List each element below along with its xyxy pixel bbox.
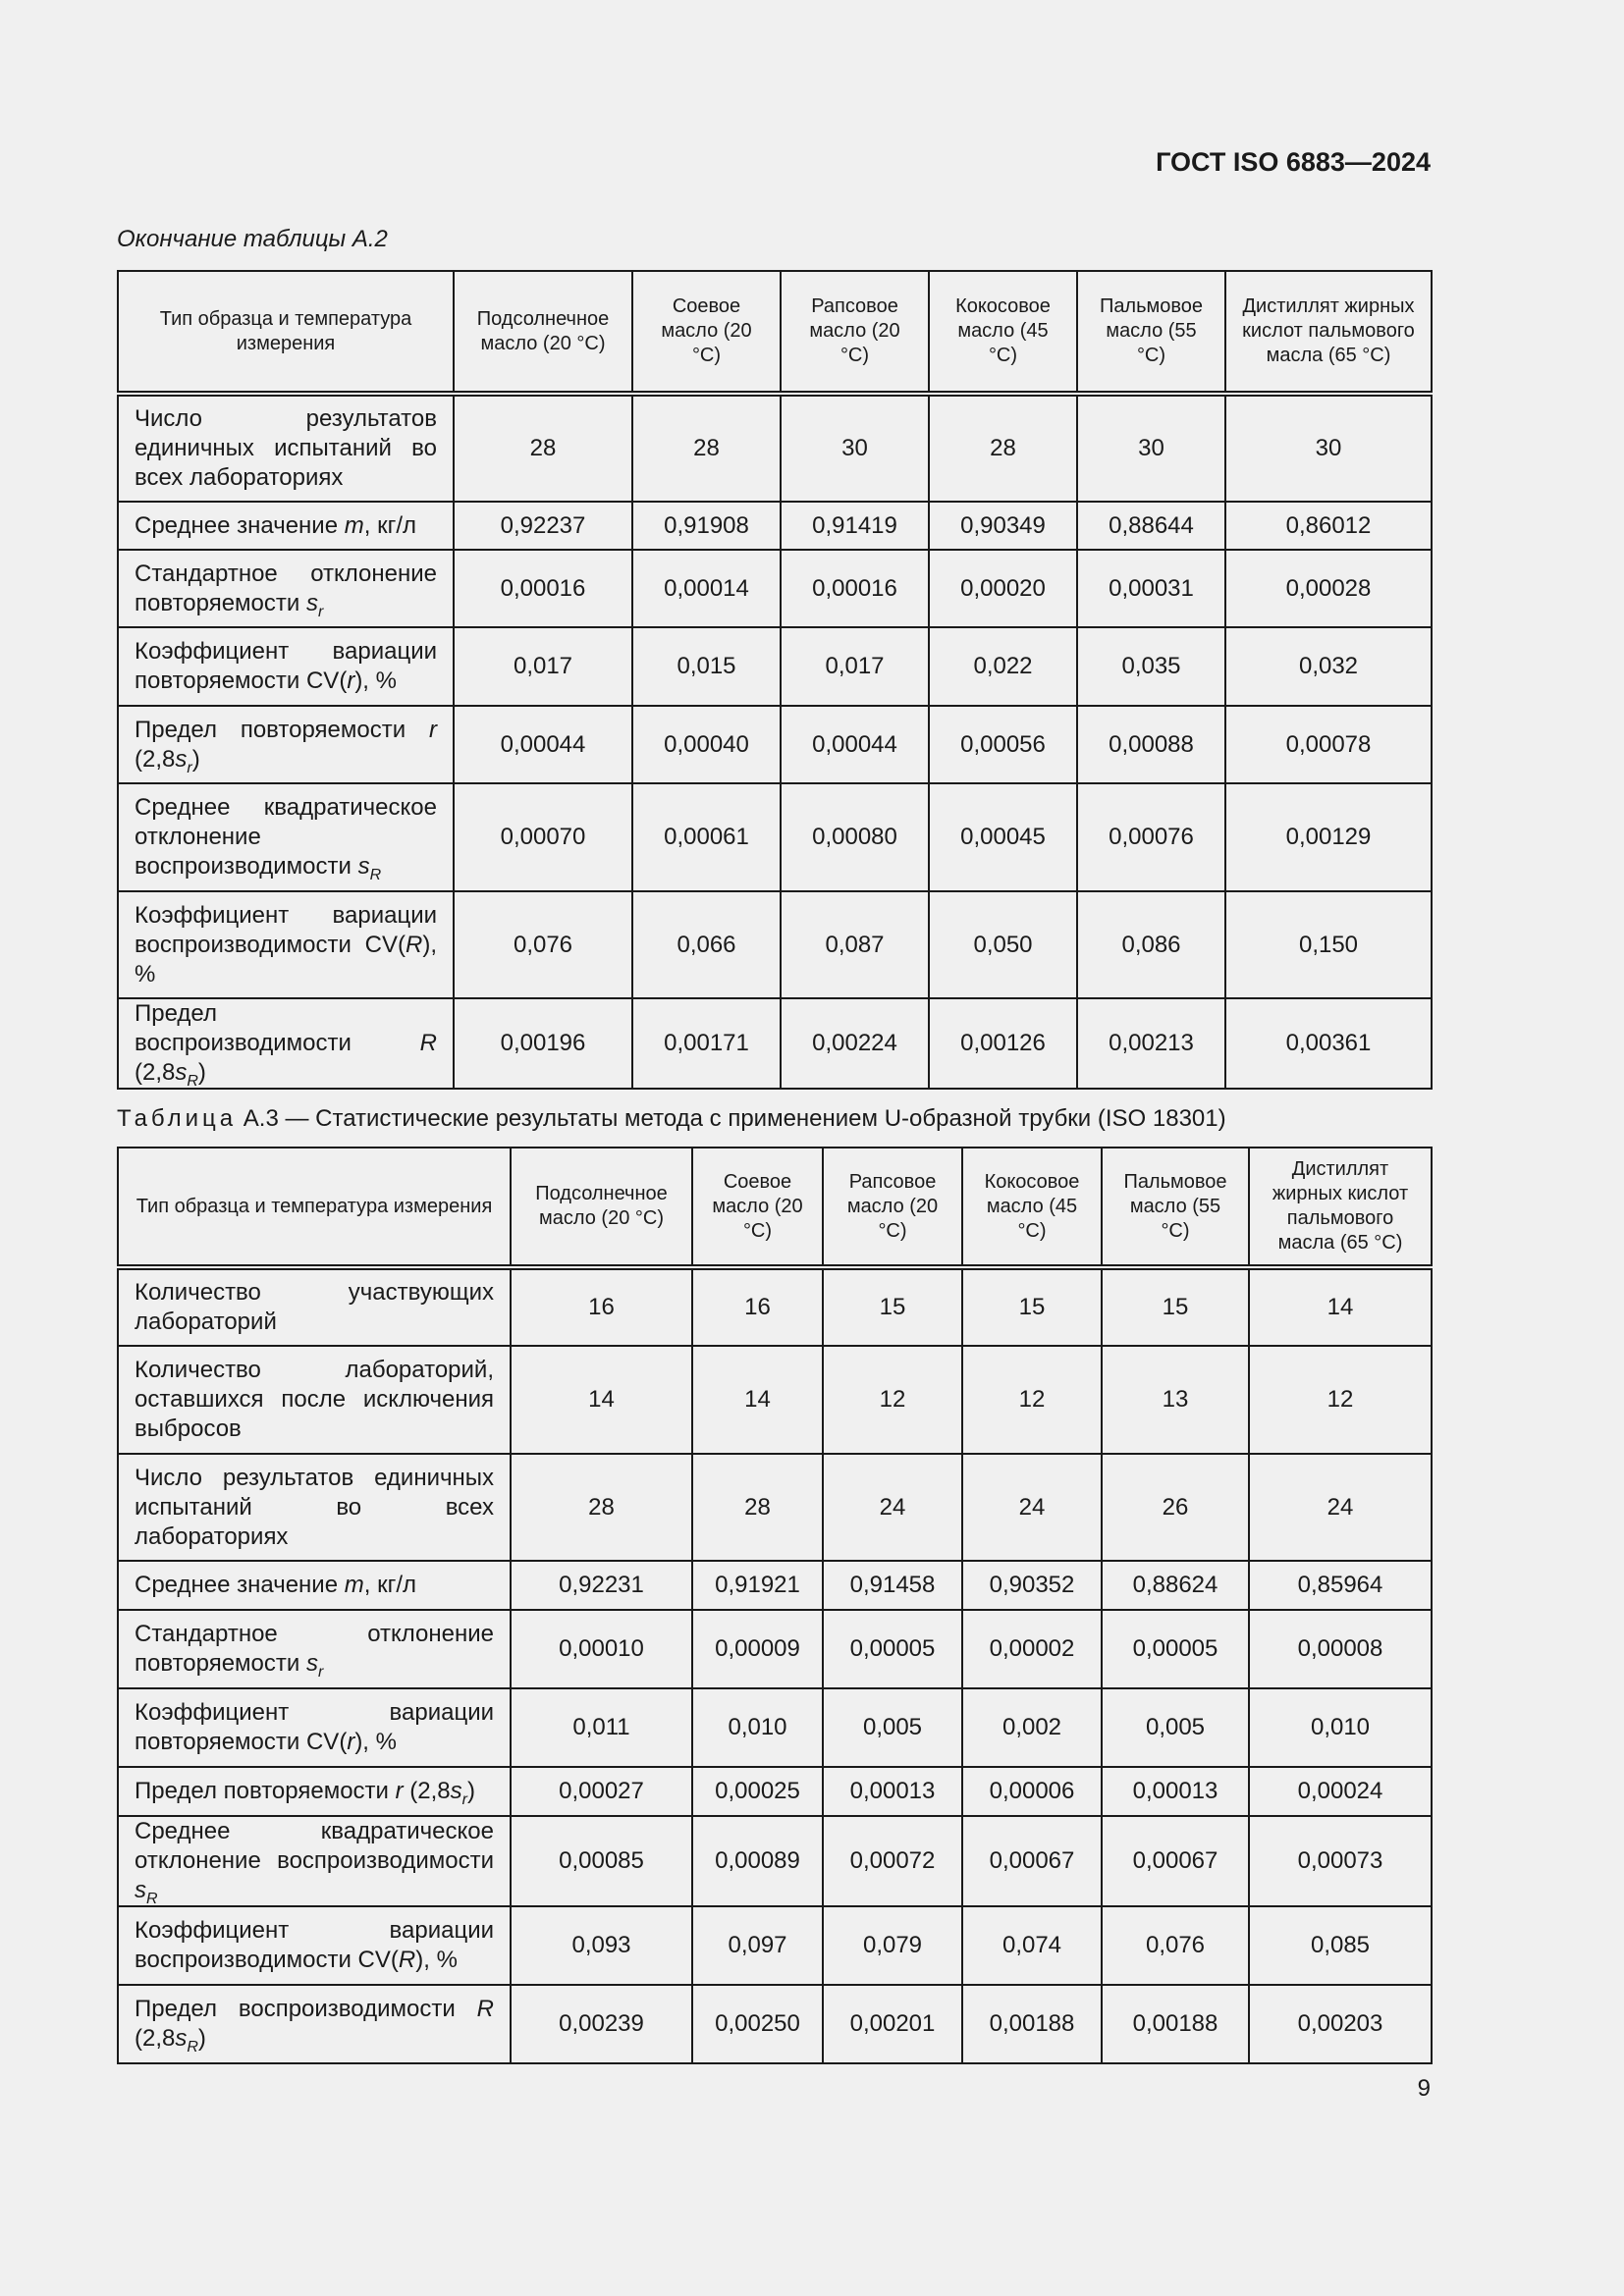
table-cell: 0,005 bbox=[1102, 1688, 1249, 1767]
table-cell: 0,00129 bbox=[1225, 783, 1432, 891]
column-header-sample-type: Тип образца и температура измерения bbox=[118, 271, 454, 394]
row-label bbox=[118, 1816, 511, 1906]
table-cell: 15 bbox=[823, 1267, 962, 1346]
table-cell: 28 bbox=[632, 394, 781, 502]
label-text: Предел повторяемости bbox=[135, 1778, 396, 1804]
label-subscript: r bbox=[317, 1663, 324, 1681]
label-text: (2,8 bbox=[403, 1778, 451, 1804]
table-header-row bbox=[118, 1148, 1432, 1267]
table-cell: 24 bbox=[823, 1454, 962, 1561]
label-text: (2,8 bbox=[135, 1059, 176, 1086]
table-cell: 0,00196 bbox=[454, 998, 632, 1089]
label-text: Стандартное отклонение повторяемости bbox=[135, 1621, 494, 1677]
table-cell: 0,00188 bbox=[1102, 1985, 1249, 2063]
label-text: Коэффициент вариации повторяемости CV( bbox=[135, 1699, 494, 1755]
table-row bbox=[118, 502, 1432, 550]
table-cell: 0,032 bbox=[1225, 627, 1432, 706]
row-label bbox=[118, 1985, 511, 2063]
table-cell: 0,00008 bbox=[1249, 1610, 1432, 1688]
table-cell: 0,00024 bbox=[1249, 1767, 1432, 1816]
standard-code: ГОСТ ISO 6883—2024 bbox=[1156, 147, 1431, 177]
label-text: ) bbox=[197, 2025, 206, 2052]
table-cell: 0,00067 bbox=[1102, 1816, 1249, 1906]
row-label bbox=[118, 706, 454, 783]
table-row bbox=[118, 550, 1432, 627]
table-row bbox=[118, 394, 1432, 502]
table-cell: 0,087 bbox=[781, 891, 929, 998]
table-cell: 0,00073 bbox=[1249, 1816, 1432, 1906]
label-text: (2,8 bbox=[135, 745, 176, 773]
table-cell: 0,00361 bbox=[1225, 998, 1432, 1089]
row-label bbox=[118, 1610, 511, 1688]
table-cell: 0,88624 bbox=[1102, 1561, 1249, 1610]
table-cell: 12 bbox=[962, 1346, 1102, 1454]
table-cell: 28 bbox=[929, 394, 1077, 502]
column-header: Кокосовое масло (45 °С) bbox=[962, 1148, 1102, 1267]
column-header: Дистиллят жирных кислот пальмового масла (65 °С) bbox=[1249, 1148, 1432, 1267]
label-subscript: R bbox=[369, 866, 382, 883]
table-cell: 15 bbox=[1102, 1267, 1249, 1346]
table-row bbox=[118, 1688, 1432, 1767]
table-cell: 0,00016 bbox=[454, 550, 632, 627]
label-symbol: s bbox=[175, 2025, 188, 2052]
table-cell: 0,90352 bbox=[962, 1561, 1102, 1610]
table-a3-caption bbox=[117, 1105, 1226, 1133]
column-header: Пальмовое масло (55 °С) bbox=[1102, 1148, 1249, 1267]
table-row bbox=[118, 627, 1432, 706]
column-header: Подсолнечное масло (20 °С) bbox=[454, 271, 632, 394]
label-symbol: R bbox=[476, 1996, 494, 2022]
table-cell: 0,011 bbox=[511, 1688, 692, 1767]
label-subscript: R bbox=[187, 2038, 198, 2056]
label-text: ) bbox=[197, 1059, 206, 1086]
table-cell: 0,00006 bbox=[962, 1767, 1102, 1816]
row-label bbox=[118, 783, 454, 891]
table-row bbox=[118, 1985, 1432, 2063]
table-a3 bbox=[117, 1147, 1433, 2064]
table-cell: 0,00005 bbox=[823, 1610, 962, 1688]
table-row bbox=[118, 1816, 1432, 1906]
label-text: Среднее значение bbox=[135, 511, 345, 539]
table-cell: 14 bbox=[511, 1346, 692, 1454]
label-text: (2,8 bbox=[135, 2025, 176, 2052]
table-cell: 16 bbox=[511, 1267, 692, 1346]
table-cell: 0,00213 bbox=[1077, 998, 1225, 1089]
table-cell: 0,00076 bbox=[1077, 783, 1225, 891]
row-label bbox=[118, 998, 454, 1089]
table-cell: 0,050 bbox=[929, 891, 1077, 998]
label-text: ), % bbox=[354, 667, 397, 694]
table-cell: 0,92237 bbox=[454, 502, 632, 550]
table-a2 bbox=[117, 270, 1433, 1090]
table-cell: 0,00045 bbox=[929, 783, 1077, 891]
row-label bbox=[118, 1906, 511, 1985]
table-cell: 14 bbox=[692, 1346, 823, 1454]
label-text: Предел воспроизводимости bbox=[135, 1996, 477, 2022]
table-cell: 30 bbox=[781, 394, 929, 502]
table-cell: 0,00088 bbox=[1077, 706, 1225, 783]
label-subscript: r bbox=[187, 759, 192, 776]
table-cell: 0,00028 bbox=[1225, 550, 1432, 627]
label-symbol: m bbox=[344, 511, 364, 539]
table-cell: 0,91921 bbox=[692, 1561, 823, 1610]
table-row bbox=[118, 891, 1432, 998]
table-cell: 0,00025 bbox=[692, 1767, 823, 1816]
table-cell: 0,85964 bbox=[1249, 1561, 1432, 1610]
row-label bbox=[118, 1688, 511, 1767]
table-cell: 0,074 bbox=[962, 1906, 1102, 1985]
table-a3-title: А.3 — Статистические результаты метода с применением U-образной трубки (ISO 18301) bbox=[237, 1105, 1226, 1132]
label-symbol: r bbox=[395, 1778, 404, 1804]
table-cell: 0,00016 bbox=[781, 550, 929, 627]
table-word: Таблица bbox=[117, 1105, 238, 1132]
table-cell: 12 bbox=[1249, 1346, 1432, 1454]
table-cell: 0,00005 bbox=[1102, 1610, 1249, 1688]
column-header: Дистиллят жирных кислот пальмового масла (65 °С) bbox=[1225, 271, 1432, 394]
table-cell: 0,076 bbox=[1102, 1906, 1249, 1985]
table-cell: 14 bbox=[1249, 1267, 1432, 1346]
label-symbol: r bbox=[347, 667, 355, 694]
label-subscript: r bbox=[317, 603, 324, 620]
row-label bbox=[118, 502, 454, 550]
table-cell: 0,010 bbox=[692, 1688, 823, 1767]
table-row bbox=[118, 1610, 1432, 1688]
label-subscript: r bbox=[461, 1790, 467, 1808]
table-cell: 0,00002 bbox=[962, 1610, 1102, 1688]
table-cell: 0,00013 bbox=[823, 1767, 962, 1816]
table-cell: 28 bbox=[511, 1454, 692, 1561]
label-symbol: s bbox=[175, 745, 188, 773]
table-row bbox=[118, 998, 1432, 1089]
label-symbol: r bbox=[347, 1729, 355, 1755]
table-cell: 0,00044 bbox=[454, 706, 632, 783]
table-cell: 0,00250 bbox=[692, 1985, 823, 2063]
label-symbol: s bbox=[305, 589, 318, 616]
label-symbol: s bbox=[135, 1877, 146, 1903]
table-cell: 0,00201 bbox=[823, 1985, 962, 2063]
column-header: Кокосовое масло (45 °С) bbox=[929, 271, 1077, 394]
row-label: Количество участвующих лабораторий bbox=[118, 1267, 511, 1346]
table-cell: 16 bbox=[692, 1267, 823, 1346]
table-cell: 26 bbox=[1102, 1454, 1249, 1561]
table-cell: 0,91908 bbox=[632, 502, 781, 550]
row-label bbox=[118, 1767, 511, 1816]
label-text: Среднее значение bbox=[135, 1572, 345, 1598]
table-cell: 0,00010 bbox=[511, 1610, 692, 1688]
table-cell: 0,00056 bbox=[929, 706, 1077, 783]
table-row bbox=[118, 1267, 1432, 1346]
table-cell: 28 bbox=[692, 1454, 823, 1561]
table-cell: 0,00009 bbox=[692, 1610, 823, 1688]
label-symbol: s bbox=[357, 853, 370, 880]
label-text: Предел воспроизводимости bbox=[135, 1000, 420, 1056]
table-cell: 0,085 bbox=[1249, 1906, 1432, 1985]
table-cell: 0,066 bbox=[632, 891, 781, 998]
table-cell: 0,150 bbox=[1225, 891, 1432, 998]
label-symbol: r bbox=[429, 716, 437, 743]
table-cell: 0,91419 bbox=[781, 502, 929, 550]
label-subscript: R bbox=[187, 1072, 198, 1090]
label-symbol: s bbox=[450, 1778, 462, 1804]
table-cell: 0,00014 bbox=[632, 550, 781, 627]
table-cell: 30 bbox=[1077, 394, 1225, 502]
row-label: Количество лабораторий, оставшихся после исключения выбросов bbox=[118, 1346, 511, 1454]
label-symbol: R bbox=[405, 931, 423, 958]
table-cell: 0,00027 bbox=[511, 1767, 692, 1816]
table-cell: 30 bbox=[1225, 394, 1432, 502]
table-row bbox=[118, 783, 1432, 891]
table-cell: 0,00070 bbox=[454, 783, 632, 891]
label-symbol: s bbox=[305, 1650, 318, 1677]
label-text: Среднее квадратическое отклонение воспроизводимости bbox=[135, 794, 437, 880]
row-label: Число результатов единичных испытаний во всех лабораториях bbox=[118, 394, 454, 502]
table-cell: 0,00072 bbox=[823, 1816, 962, 1906]
table-cell: 0,92231 bbox=[511, 1561, 692, 1610]
column-header-sample-type: Тип образца и температура измерения bbox=[118, 1148, 511, 1267]
table-cell: 0,00020 bbox=[929, 550, 1077, 627]
table-cell: 0,86012 bbox=[1225, 502, 1432, 550]
label-symbol: s bbox=[175, 1059, 188, 1086]
column-header: Рапсовое масло (20 °С) bbox=[823, 1148, 962, 1267]
label-symbol: R bbox=[398, 1947, 416, 1973]
table-cell: 0,017 bbox=[781, 627, 929, 706]
table-cell: 0,097 bbox=[692, 1906, 823, 1985]
table-cell: 0,00188 bbox=[962, 1985, 1102, 2063]
label-text: , кг/л bbox=[363, 511, 416, 539]
label-text: Среднее квадратическое отклонение воспроизводимости bbox=[135, 1818, 494, 1874]
table-cell: 24 bbox=[1249, 1454, 1432, 1561]
table-row bbox=[118, 1454, 1432, 1561]
column-header: Рапсовое масло (20 °С) bbox=[781, 271, 929, 394]
table-cell: 0,035 bbox=[1077, 627, 1225, 706]
table-cell: 0,076 bbox=[454, 891, 632, 998]
table-cell: 0,079 bbox=[823, 1906, 962, 1985]
label-text: Коэффициент вариации воспроизводимости CV( bbox=[135, 901, 437, 958]
table-cell: 0,00067 bbox=[962, 1816, 1102, 1906]
table-cell: 0,00224 bbox=[781, 998, 929, 1089]
row-label bbox=[118, 550, 454, 627]
label-text: ), % bbox=[354, 1729, 397, 1755]
table-cell: 24 bbox=[962, 1454, 1102, 1561]
table-cell: 0,00013 bbox=[1102, 1767, 1249, 1816]
table-cell: 0,022 bbox=[929, 627, 1077, 706]
table-row bbox=[118, 1346, 1432, 1454]
label-text: ), % bbox=[415, 1947, 458, 1973]
column-header: Соевое масло (20 °С) bbox=[632, 271, 781, 394]
table-row bbox=[118, 1767, 1432, 1816]
row-label bbox=[118, 891, 454, 998]
table-cell: 0,00089 bbox=[692, 1816, 823, 1906]
table-cell: 0,00040 bbox=[632, 706, 781, 783]
row-label bbox=[118, 1561, 511, 1610]
table-header-row bbox=[118, 271, 1432, 394]
table-row bbox=[118, 1906, 1432, 1985]
table-a2-continuation-caption: Окончание таблицы А.2 bbox=[117, 226, 388, 252]
table-cell: 0,00239 bbox=[511, 1985, 692, 2063]
label-text: ) bbox=[466, 1778, 475, 1804]
label-text: Коэффициент вариации повторяемости CV( bbox=[135, 638, 437, 694]
table-cell: 15 bbox=[962, 1267, 1102, 1346]
column-header: Подсолнечное масло (20 °С) bbox=[511, 1148, 692, 1267]
label-symbol: R bbox=[419, 1030, 437, 1056]
table-cell: 0,00078 bbox=[1225, 706, 1432, 783]
table-cell: 0,90349 bbox=[929, 502, 1077, 550]
table-cell: 0,91458 bbox=[823, 1561, 962, 1610]
label-text: ) bbox=[191, 745, 200, 773]
table-cell: 0,00203 bbox=[1249, 1985, 1432, 2063]
table-cell: 0,88644 bbox=[1077, 502, 1225, 550]
table-cell: 0,00061 bbox=[632, 783, 781, 891]
table-cell: 0,093 bbox=[511, 1906, 692, 1985]
table-cell: 0,00126 bbox=[929, 998, 1077, 1089]
column-header: Соевое масло (20 °С) bbox=[692, 1148, 823, 1267]
label-text: Стандартное отклонение повторяемости bbox=[135, 560, 437, 616]
label-text: Коэффициент вариации воспроизводимости CV( bbox=[135, 1917, 494, 1973]
table-cell: 0,00044 bbox=[781, 706, 929, 783]
table-cell: 12 bbox=[823, 1346, 962, 1454]
table-cell: 0,010 bbox=[1249, 1688, 1432, 1767]
label-subscript: R bbox=[146, 1890, 158, 1907]
label-text: ), % bbox=[135, 931, 437, 988]
page-number: 9 bbox=[1417, 2075, 1431, 2102]
table-cell: 0,015 bbox=[632, 627, 781, 706]
table-cell: 0,00085 bbox=[511, 1816, 692, 1906]
table-cell: 0,00080 bbox=[781, 783, 929, 891]
table-cell: 0,00171 bbox=[632, 998, 781, 1089]
label-symbol: m bbox=[344, 1572, 364, 1598]
label-text: , кг/л bbox=[363, 1572, 416, 1598]
table-cell: 13 bbox=[1102, 1346, 1249, 1454]
table-row bbox=[118, 706, 1432, 783]
table-cell: 28 bbox=[454, 394, 632, 502]
table-cell: 0,005 bbox=[823, 1688, 962, 1767]
column-header: Пальмовое масло (55 °С) bbox=[1077, 271, 1225, 394]
table-cell: 0,002 bbox=[962, 1688, 1102, 1767]
table-cell: 0,00031 bbox=[1077, 550, 1225, 627]
row-label: Число результатов единичных испытаний во всех лабораториях bbox=[118, 1454, 511, 1561]
table-cell: 0,086 bbox=[1077, 891, 1225, 998]
table-row bbox=[118, 1561, 1432, 1610]
label-text: Предел повторяемости bbox=[135, 716, 429, 743]
row-label bbox=[118, 627, 454, 706]
table-cell: 0,017 bbox=[454, 627, 632, 706]
